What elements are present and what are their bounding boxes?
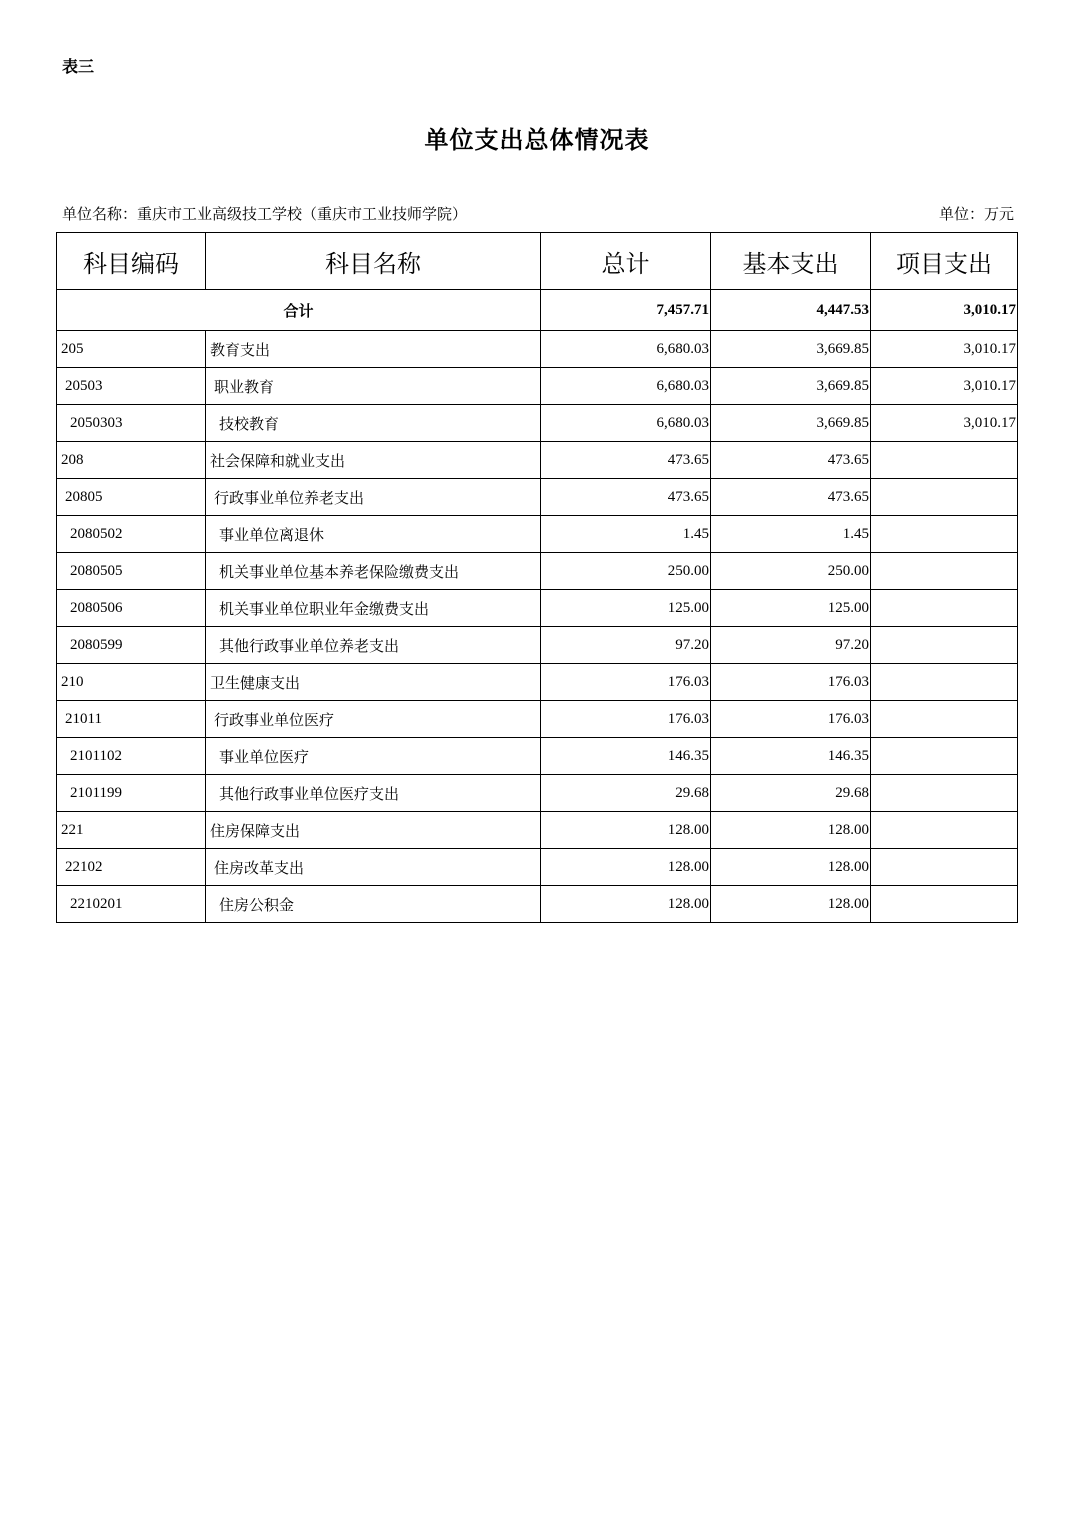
cell-project	[871, 627, 1018, 664]
table-row	[57, 849, 1018, 886]
table-header-row	[57, 233, 1018, 290]
cell-code: 2080599	[57, 627, 206, 664]
expenditure-table	[56, 232, 1018, 923]
cell-total: 473.65	[541, 479, 711, 516]
cell-name: 住房保障支出	[206, 812, 541, 849]
cell-basic: 250.00	[711, 553, 871, 590]
table-row	[57, 405, 1018, 442]
header-total: 总计	[541, 233, 711, 290]
table-row	[57, 442, 1018, 479]
cell-basic: 473.65	[711, 479, 871, 516]
cell-code: 2101199	[57, 775, 206, 812]
table-row	[57, 590, 1018, 627]
table-number-label: 表三	[62, 57, 95, 76]
cell-total: 250.00	[541, 553, 711, 590]
cell-project	[871, 775, 1018, 812]
cell-project	[871, 479, 1018, 516]
cell-total: 29.68	[541, 775, 711, 812]
cell-code: 20503	[57, 368, 206, 405]
table-row	[57, 738, 1018, 775]
total-row	[57, 290, 1018, 331]
table-row	[57, 701, 1018, 738]
cell-total: 128.00	[541, 849, 711, 886]
unit-name: 单位名称：重庆市工业高级技工学校（重庆市工业技师学院）	[62, 205, 468, 223]
cell-code: 2101102	[57, 738, 206, 775]
table-row	[57, 368, 1018, 405]
cell-project	[871, 886, 1018, 923]
cell-code: 205	[57, 331, 206, 368]
cell-name: 其他行政事业单位医疗支出	[206, 775, 541, 812]
cell-total: 125.00	[541, 590, 711, 627]
header-basic: 基本支出	[711, 233, 871, 290]
cell-name: 技校教育	[206, 405, 541, 442]
cell-name: 事业单位离退休	[206, 516, 541, 553]
cell-name: 职业教育	[206, 368, 541, 405]
cell-name: 行政事业单位医疗	[206, 701, 541, 738]
cell-name: 住房公积金	[206, 886, 541, 923]
cell-basic: 176.03	[711, 701, 871, 738]
cell-project: 3,010.17	[871, 368, 1018, 405]
table-row	[57, 516, 1018, 553]
cell-basic: 128.00	[711, 886, 871, 923]
cell-basic: 176.03	[711, 664, 871, 701]
cell-code: 210	[57, 664, 206, 701]
cell-code: 208	[57, 442, 206, 479]
cell-project	[871, 516, 1018, 553]
cell-code: 2210201	[57, 886, 206, 923]
cell-code: 221	[57, 812, 206, 849]
cell-total: 176.03	[541, 701, 711, 738]
total-amount: 7,457.71	[541, 290, 711, 331]
cell-basic: 125.00	[711, 590, 871, 627]
cell-basic: 1.45	[711, 516, 871, 553]
table-row	[57, 886, 1018, 923]
header-name: 科目名称	[206, 233, 541, 290]
cell-project	[871, 590, 1018, 627]
cell-project	[871, 442, 1018, 479]
cell-total: 6,680.03	[541, 405, 711, 442]
cell-name: 社会保障和就业支出	[206, 442, 541, 479]
table-row	[57, 627, 1018, 664]
cell-code: 2080506	[57, 590, 206, 627]
cell-name: 卫生健康支出	[206, 664, 541, 701]
cell-name: 机关事业单位职业年金缴费支出	[206, 590, 541, 627]
cell-project: 3,010.17	[871, 331, 1018, 368]
cell-basic: 97.20	[711, 627, 871, 664]
table-row	[57, 331, 1018, 368]
page-title: 单位支出总体情况表	[424, 125, 650, 154]
total-label: 合计	[57, 290, 541, 331]
cell-name: 机关事业单位基本养老保险缴费支出	[206, 553, 541, 590]
cell-basic: 146.35	[711, 738, 871, 775]
cell-basic: 473.65	[711, 442, 871, 479]
cell-basic: 128.00	[711, 849, 871, 886]
cell-total: 176.03	[541, 664, 711, 701]
cell-project	[871, 812, 1018, 849]
cell-name: 行政事业单位养老支出	[206, 479, 541, 516]
cell-total: 1.45	[541, 516, 711, 553]
cell-project	[871, 849, 1018, 886]
cell-code: 20805	[57, 479, 206, 516]
table-row	[57, 775, 1018, 812]
total-project: 3,010.17	[871, 290, 1018, 331]
cell-project: 3,010.17	[871, 405, 1018, 442]
cell-name: 住房改革支出	[206, 849, 541, 886]
cell-total: 97.20	[541, 627, 711, 664]
cell-basic: 3,669.85	[711, 331, 871, 368]
header-code: 科目编码	[57, 233, 206, 290]
total-basic: 4,447.53	[711, 290, 871, 331]
table-row	[57, 812, 1018, 849]
cell-total: 146.35	[541, 738, 711, 775]
cell-code: 2050303	[57, 405, 206, 442]
table-row	[57, 664, 1018, 701]
cell-project	[871, 553, 1018, 590]
cell-project	[871, 738, 1018, 775]
cell-code: 2080505	[57, 553, 206, 590]
cell-name: 事业单位医疗	[206, 738, 541, 775]
cell-basic: 3,669.85	[711, 368, 871, 405]
cell-code: 21011	[57, 701, 206, 738]
cell-basic: 3,669.85	[711, 405, 871, 442]
cell-total: 6,680.03	[541, 331, 711, 368]
cell-code: 2080502	[57, 516, 206, 553]
cell-name: 其他行政事业单位养老支出	[206, 627, 541, 664]
cell-name: 教育支出	[206, 331, 541, 368]
cell-total: 128.00	[541, 886, 711, 923]
cell-total: 473.65	[541, 442, 711, 479]
currency-unit: 单位：万元	[938, 205, 1014, 223]
cell-basic: 29.68	[711, 775, 871, 812]
cell-total: 6,680.03	[541, 368, 711, 405]
cell-project	[871, 701, 1018, 738]
table-row	[57, 553, 1018, 590]
cell-project	[871, 664, 1018, 701]
cell-basic: 128.00	[711, 812, 871, 849]
table-row	[57, 479, 1018, 516]
cell-total: 128.00	[541, 812, 711, 849]
cell-code: 22102	[57, 849, 206, 886]
header-project: 项目支出	[871, 233, 1018, 290]
